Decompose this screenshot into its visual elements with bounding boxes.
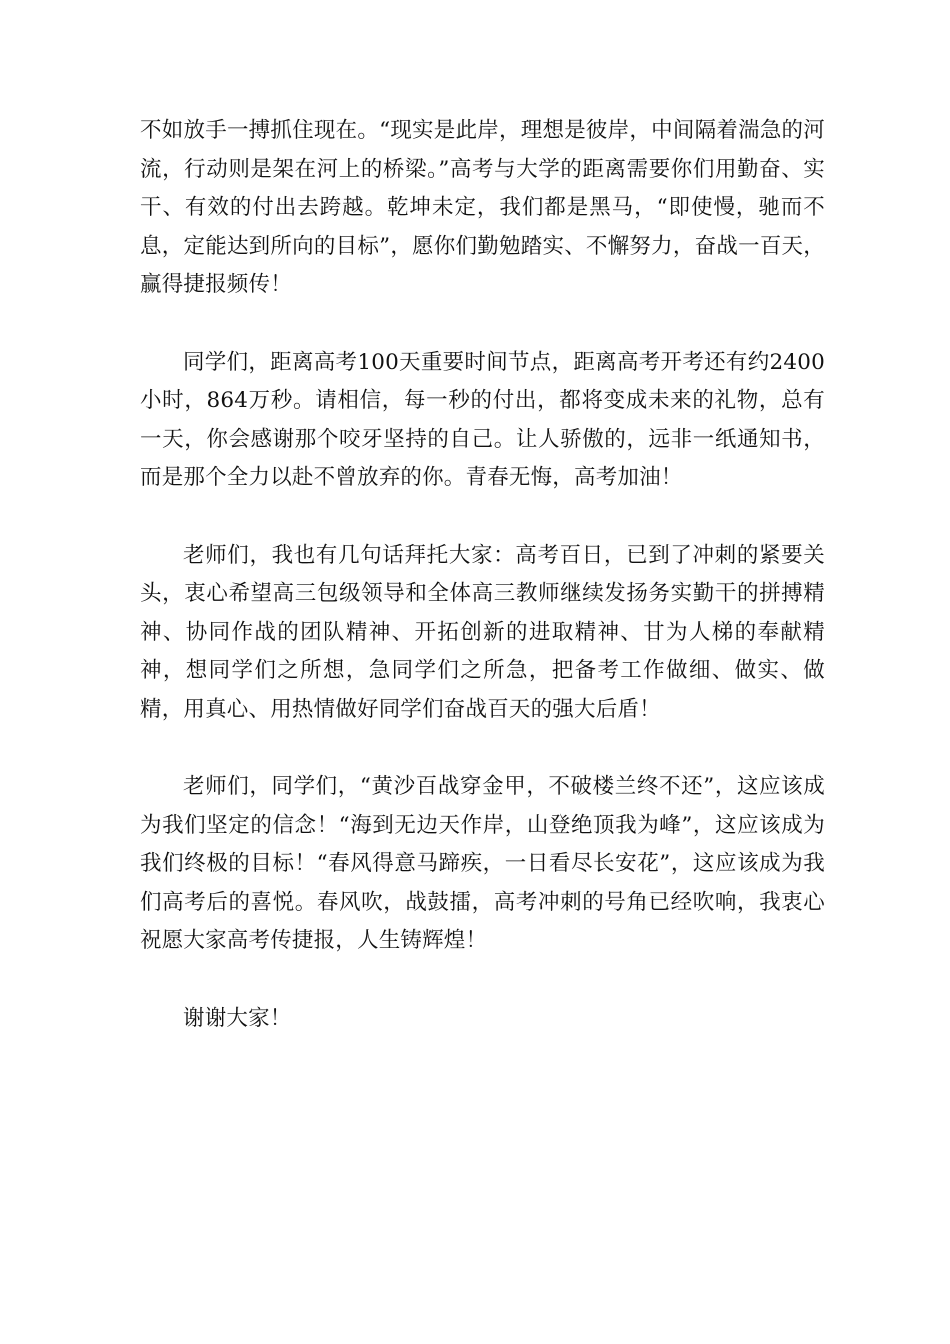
paragraph-students-countdown: 同学们，距离高考100天重要时间节点，距离高考开考还有约2400小时，864万秒。请相信，每一秒的付出，都将变成未来的礼物，总有一天，你会感谢那个咬牙坚持的自己。让人骄傲的，远非一纸通知书，而是那个全力以赴不曾放弃的你。青春无悔，高考加油！ [140, 349, 825, 491]
paragraph-continuation: 不如放手一搏抓住现在。“现实是此岸，理想是彼岸，中间隔着湍急的河流，行动则是架在河上的桥梁。”高考与大学的距离需要你们用勤奋、实干、有效的付出去跨越。乾坤未定，我们都是黑马，“即使慢，驰而不息，定能达到所向的目标”，愿你们勤勉踏实、不懈努力，奋战一百天，赢得捷报频传！ [140, 118, 825, 298]
paragraph-closing-wishes: 老师们，同学们，“黄沙百战穿金甲，不破楼兰终不还”，这应该成为我们坚定的信念！“海到无边天作岸，山登绝顶我为峰”，这应该成为我们终极的目标！“春风得意马蹄疾，一日看尽长安花”，这应该成为我们高考后的喜悦。春风吹，战鼓擂，高考冲刺的号角已经吹响，我衷心祝愿大家高考传捷报，人生铸辉煌！ [140, 774, 825, 954]
paragraph-thanks: 谢谢大家！ [183, 1005, 292, 1031]
document-body [140, 112, 825, 1077]
paragraph-teachers-request: 老师们，我也有几句话拜托大家：高考百日，已到了冲刺的紧要关头，衷心希望高三包级领导和全体高三教师继续发扬务实勤干的拼搏精神、协同作战的团队精神、开拓创新的进取精神、甘为人梯的奉献精神，想同学们之所想，急同学们之所急，把备考工作做细、做实、做精，用真心、用热情做好同学们奋战百天的强大后盾！ [140, 542, 825, 722]
